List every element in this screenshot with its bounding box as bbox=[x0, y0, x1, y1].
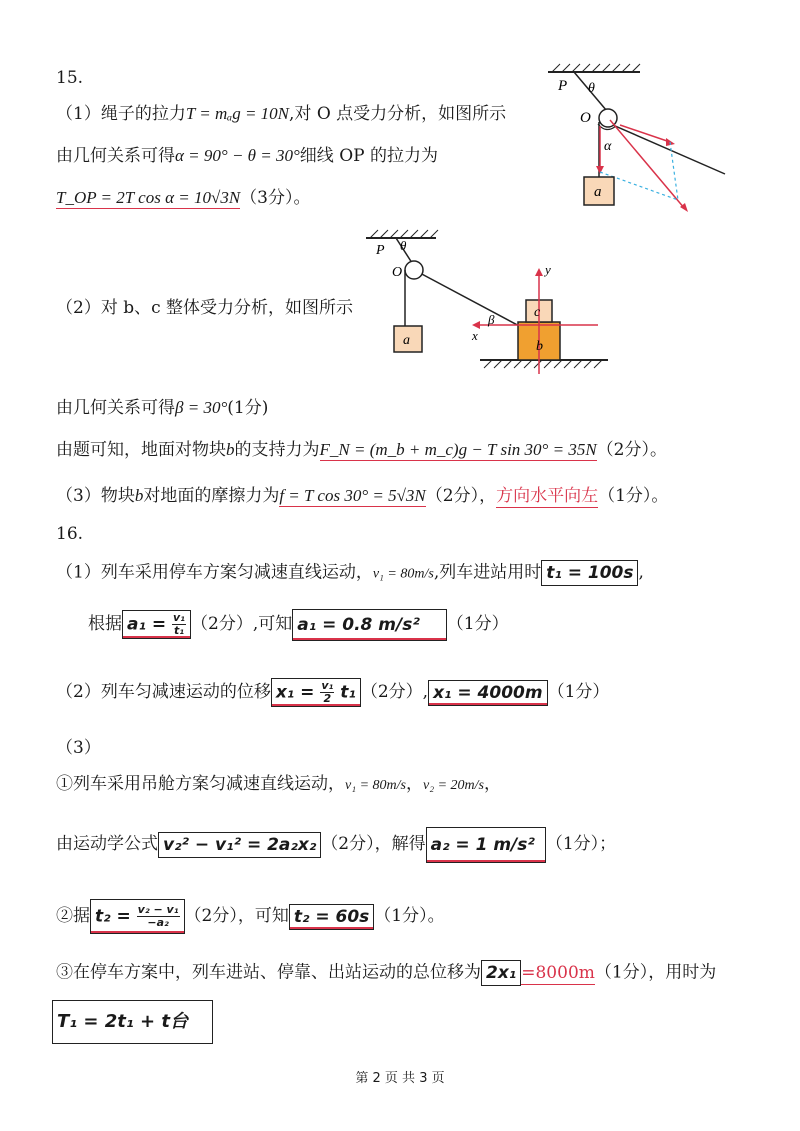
q15-p1-lead: （1）绳子的拉力 bbox=[56, 104, 186, 124]
q15-p2-sup-mid: 的支持力为 bbox=[234, 440, 320, 460]
q15-part3-line bbox=[56, 484, 668, 508]
q16-s2-lead: 由运动学公式 bbox=[56, 834, 158, 854]
q15-part1-line2 bbox=[56, 144, 438, 168]
q16-p1-l2-score2: （1分） bbox=[446, 614, 509, 634]
question-number-16: 16. bbox=[56, 524, 84, 544]
t2-lhs: t₂ = bbox=[95, 906, 131, 927]
q16-p1-l2-score: （2分） bbox=[191, 614, 253, 634]
q16-s1-lead: ①列车采用吊舱方案匀减速直线运动， bbox=[56, 774, 345, 794]
q16-s2-eq-box: v₂² − v₁² = 2a₂x₂ bbox=[158, 832, 321, 858]
q16-p1-end: , bbox=[638, 562, 644, 583]
q16-p2-lead: （2）列车匀减速运动的位移 bbox=[56, 682, 271, 702]
q15-p3-b: b bbox=[134, 486, 144, 505]
q15-p1-l3-formula: T_OP = 2T cos α = 10√3N bbox=[56, 188, 241, 207]
q16-p1-v1: v₁ = 80m/s bbox=[372, 566, 434, 582]
x1-den: 2 bbox=[323, 692, 332, 705]
q16-p1-line2 bbox=[88, 604, 509, 644]
label-o: O bbox=[580, 110, 591, 126]
q15-p1-tail: ,对 O 点受力分析，如图所示 bbox=[289, 104, 507, 124]
q16-s1-sep: ， bbox=[405, 774, 423, 794]
label-p: P bbox=[558, 78, 568, 94]
q15-p3-formula: f = T cos 30° = 5√3N bbox=[279, 486, 426, 505]
a1-den: t₁ bbox=[173, 624, 185, 637]
q16-p2-score: （2分） bbox=[360, 682, 423, 702]
label-y: y bbox=[545, 262, 551, 277]
q15-part1-line3 bbox=[56, 186, 310, 210]
q15-figure-1 bbox=[530, 62, 730, 222]
label-beta: β bbox=[488, 312, 495, 327]
question-number-15: 15. bbox=[56, 68, 84, 88]
q15-figure-2 bbox=[360, 228, 610, 374]
q16-a1-formula-box bbox=[122, 610, 191, 639]
q15-p1-l2-tail: 细线 OP 的拉力为 bbox=[299, 146, 438, 166]
q15-p2-sup-score: （2分）。 bbox=[596, 440, 667, 460]
q16-p2-line bbox=[56, 672, 609, 712]
q16-t1-box: t₁ = 100s bbox=[541, 560, 638, 586]
q16-p1-lead: （1）列车采用停车方案匀减速直线运动， bbox=[56, 562, 373, 583]
q15-p2-geo-formula: β = 30° bbox=[175, 398, 228, 417]
q16-a1-value-box: a₁ = 0.8 m/s² bbox=[292, 609, 447, 641]
q16-s1-end: ， bbox=[483, 774, 501, 794]
q15-p2-sup-b: b bbox=[226, 440, 235, 459]
q16-t2-value-box: t₂ = 60s bbox=[289, 904, 374, 930]
q15-p3-score: （2分）， bbox=[425, 486, 497, 506]
label-a-2: a bbox=[403, 333, 410, 348]
q15-p3-direction: 方向水平向左 bbox=[496, 486, 599, 506]
q16-2x1-box: 2x₁ bbox=[481, 960, 521, 986]
q15-part2-geo bbox=[56, 396, 268, 420]
q16-s4-lead: ③在停车方案中，列车进站、停靠、出站运动的总位移为 bbox=[56, 962, 481, 983]
rope-right bbox=[606, 122, 725, 174]
q16-s3-score: （2分） bbox=[184, 906, 238, 926]
q16-s2-score2: （1分）； bbox=[545, 834, 617, 854]
q15-p1-l2-lead: 由几何关系可得 bbox=[56, 146, 175, 166]
q15-p2-geo-score: (1分) bbox=[227, 398, 269, 418]
label-theta: θ bbox=[588, 81, 595, 96]
q16-p2-score2: （1分） bbox=[547, 682, 610, 702]
q15-p2-sup-formula: F_N = (m_b + m_c)g − T sin 30° = 35N bbox=[319, 440, 597, 459]
q15-p1-formula: T = mₐg = 10N bbox=[185, 104, 290, 123]
q16-p1-mid: ,列车进站用时 bbox=[433, 562, 542, 583]
label-alpha: α bbox=[604, 139, 612, 154]
q16-p1-l2-lead: 根据 bbox=[88, 614, 122, 634]
q15-p3-score2: （1分）。 bbox=[598, 486, 669, 506]
q16-T1-box: T₁ = 2t₁ + t台 bbox=[52, 1000, 213, 1044]
q16-s2-score: （2分），解得 bbox=[321, 834, 426, 854]
q16-s4-score: （1分），用时为 bbox=[594, 962, 717, 983]
q16-p2-sep: , bbox=[422, 682, 429, 702]
a1-lhs: a₁ = bbox=[127, 614, 167, 635]
t2-den: −a₂ bbox=[147, 916, 169, 929]
q15-p2-sup-lead: 由题可知，地面对物块 bbox=[56, 440, 226, 460]
q15-p1-l2-formula: α = 90° − θ = 30° bbox=[175, 146, 300, 165]
label-a: a bbox=[594, 184, 602, 200]
q16-s3-lead: ②据 bbox=[56, 906, 90, 926]
q16-p3-s5 bbox=[52, 1000, 213, 1044]
q16-p3-s4 bbox=[56, 960, 716, 986]
q15-part2-support bbox=[56, 438, 667, 462]
q16-a2-value-box: a₂ = 1 m/s² bbox=[426, 827, 546, 863]
label-theta-2: θ bbox=[400, 238, 407, 253]
q15-p3-lead: （3）物块 bbox=[56, 486, 135, 506]
q16-s1-v1: v₁ = 80m/s bbox=[345, 778, 406, 793]
q15-p2-geo-lead: 由几何关系可得 bbox=[56, 398, 175, 418]
q16-s3-mid: ，可知 bbox=[237, 906, 289, 926]
q16-p3-s3 bbox=[56, 894, 445, 938]
q15-part1-line1 bbox=[56, 102, 506, 126]
q15-part2-line: （2）对 b、c 整体受力分析，如图所示 bbox=[56, 298, 354, 318]
x1-t: t₁ bbox=[340, 682, 356, 703]
label-b: b bbox=[536, 339, 543, 354]
q16-p3-s2 bbox=[56, 824, 616, 864]
q16-s4-value: =8000m bbox=[521, 962, 595, 983]
q15-p1-l3-score: （3分）。 bbox=[240, 188, 311, 208]
t2-num: v₂ − v₁ bbox=[137, 903, 179, 916]
q15-p3-mid: 对地面的摩擦力为 bbox=[143, 486, 280, 506]
q16-p3-label: （3） bbox=[56, 738, 101, 758]
a1-num: v₁ bbox=[173, 611, 186, 624]
q16-s3-score2: （1分）。 bbox=[374, 906, 445, 926]
label-c: c bbox=[534, 305, 541, 320]
label-p-2: P bbox=[376, 243, 385, 258]
q16-x1-value-box: x₁ = 4000m bbox=[428, 680, 548, 706]
q16-t2-formula-box bbox=[90, 899, 185, 934]
q16-p1-l2-mid: ,可知 bbox=[252, 614, 293, 634]
q16-s1-v2: v₂ = 20m/s bbox=[422, 778, 484, 793]
label-x: x bbox=[472, 328, 478, 343]
x1-num: v₁ bbox=[321, 679, 334, 692]
pulley-o-2 bbox=[405, 261, 423, 279]
label-o-2: O bbox=[392, 265, 403, 280]
page-footer: 第 2 页 共 3 页 bbox=[355, 1071, 445, 1086]
q16-x1-formula-box bbox=[271, 678, 361, 707]
q16-p3-s1 bbox=[56, 772, 501, 798]
x1-lhs: x₁ = bbox=[275, 682, 315, 703]
q16-p1-line1 bbox=[56, 560, 644, 587]
